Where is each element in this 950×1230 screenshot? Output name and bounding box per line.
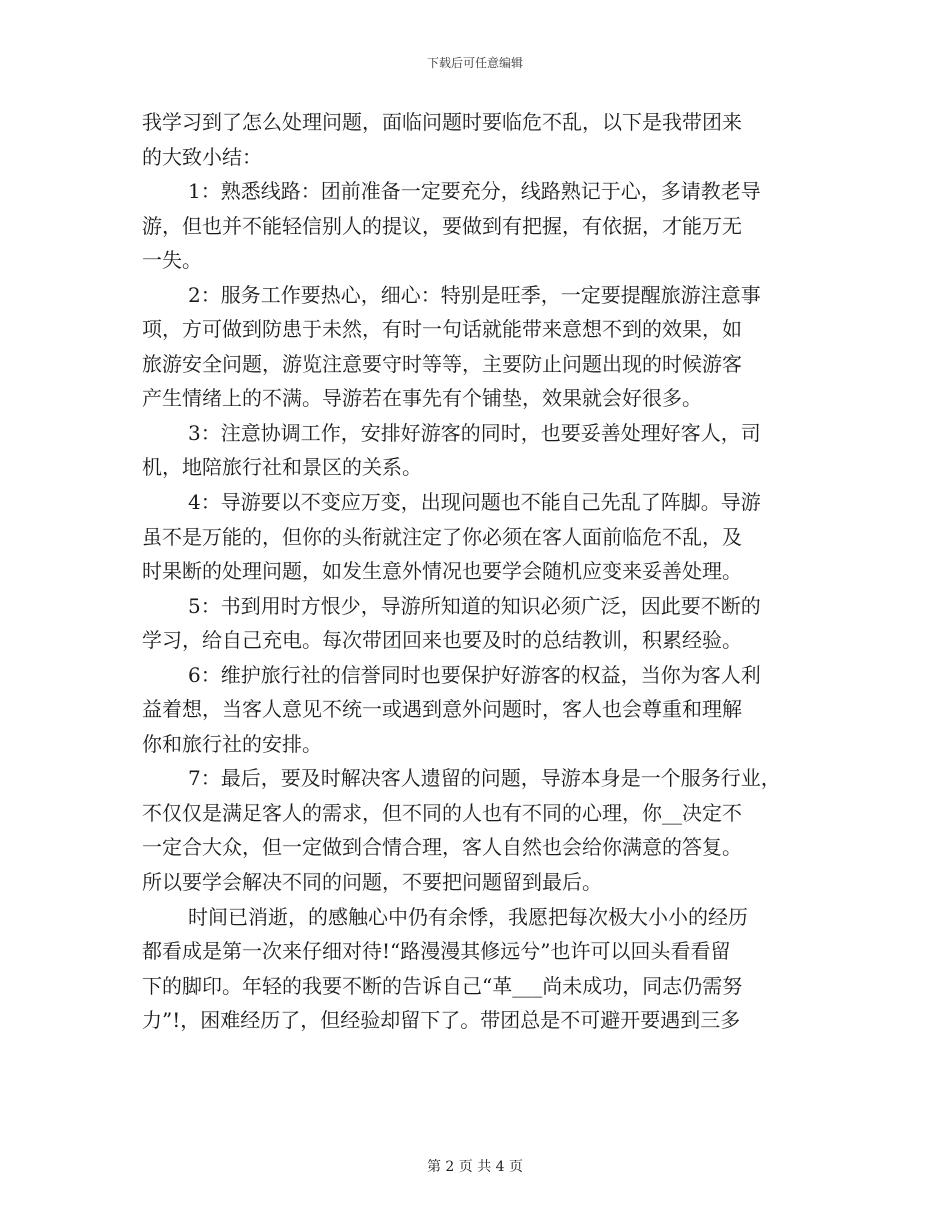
text-line: 游，但也并不能轻信别人的提议，要做到有把握，有依据，才能万无 [142,213,742,238]
text-line: 项，方可做到防患于未然，有时一句话就能带来意想不到的效果，如 [142,317,742,342]
document-body [142,105,832,1038]
text-line: 虽不是万能的，但你的头衔就注定了你必须在客人面前临危不乱，及 [142,524,742,549]
text-line: 你和旅行社的安排。 [142,731,322,756]
page-header: 下载后可任意编辑 [426,56,523,70]
text-line: 产生情绪上的不满。导游若在事先有个铺垫，效果就会好很多。 [142,386,702,411]
text-line: 旅游安全问题，游览注意要守时等等，主要防止问题出现的时候游客 [142,351,742,376]
text-line: 的大致小结： [142,144,262,169]
text-line: 力”!，困难经历了，但经验却留下了。带团总是不可避开要遇到三多 [142,1008,741,1033]
text-line: 益着想，当客人意见不统一或遇到意外问题时，客人也会尊重和理解 [142,697,742,722]
text-line: 不仅仅是满足客人的需求，但不同的人也有不同的心理，你__决定不 [142,800,742,825]
text-line: 3：注意协调工作，安排好游客的同时，也要妥善处理好客人，司 [188,420,761,445]
text-line: 6：维护旅行社的信誉同时也要保护好游客的权益，当你为客人利 [188,662,761,687]
text-line: 一定合大众，但一定做到合情合理，客人自然也会给你满意的答复。 [142,835,742,860]
text-line: 7：最后，要及时解决客人遗留的问题，导游本身是一个服务行业， [188,766,781,791]
page-footer: 第 2 页 共 4 页 [426,1159,524,1175]
text-line: 1：熟悉线路：团前准备一定要充分，线路熟记于心，多请教老导 [188,179,761,204]
text-line: 5：书到用时方恨少，导游所知道的知识必须广泛，因此要不断的 [188,593,761,618]
text-line: 2：服务工作要热心，细心：特别是旺季，一定要提醒旅游注意事 [188,282,761,307]
text-line: 4：导游要以不变应万变，出现问题也不能自己先乱了阵脚。导游 [188,490,761,515]
text-line: 一失。 [142,248,202,273]
text-line: 学习，给自己充电。每次带团回来也要及时的总结教训，积累经验。 [142,628,742,653]
text-line: 下的脚印。年轻的我要不断的告诉自己“革___尚未成功，同志仍需努 [142,973,743,998]
text-line: 我学习到了怎么处理问题，面临问题时要临危不乱，以下是我带团来 [142,110,742,134]
text-line: 所以要学会解决不同的问题，不要把问题留到最后。 [142,870,602,895]
text-line: 时果断的处理问题，如发生意外情况也要学会随机应变来妥善处理。 [142,559,742,584]
text-line: 时间已消逝，的感触心中仍有余悸，我愿把每次极大小小的经历 [188,904,748,929]
text-line: 都看成是第一次来仔细对待!“路漫漫其修远兮”也许可以回头看看留 [142,939,731,964]
text-line: 机，地陪旅行社和景区的关系。 [142,455,422,480]
